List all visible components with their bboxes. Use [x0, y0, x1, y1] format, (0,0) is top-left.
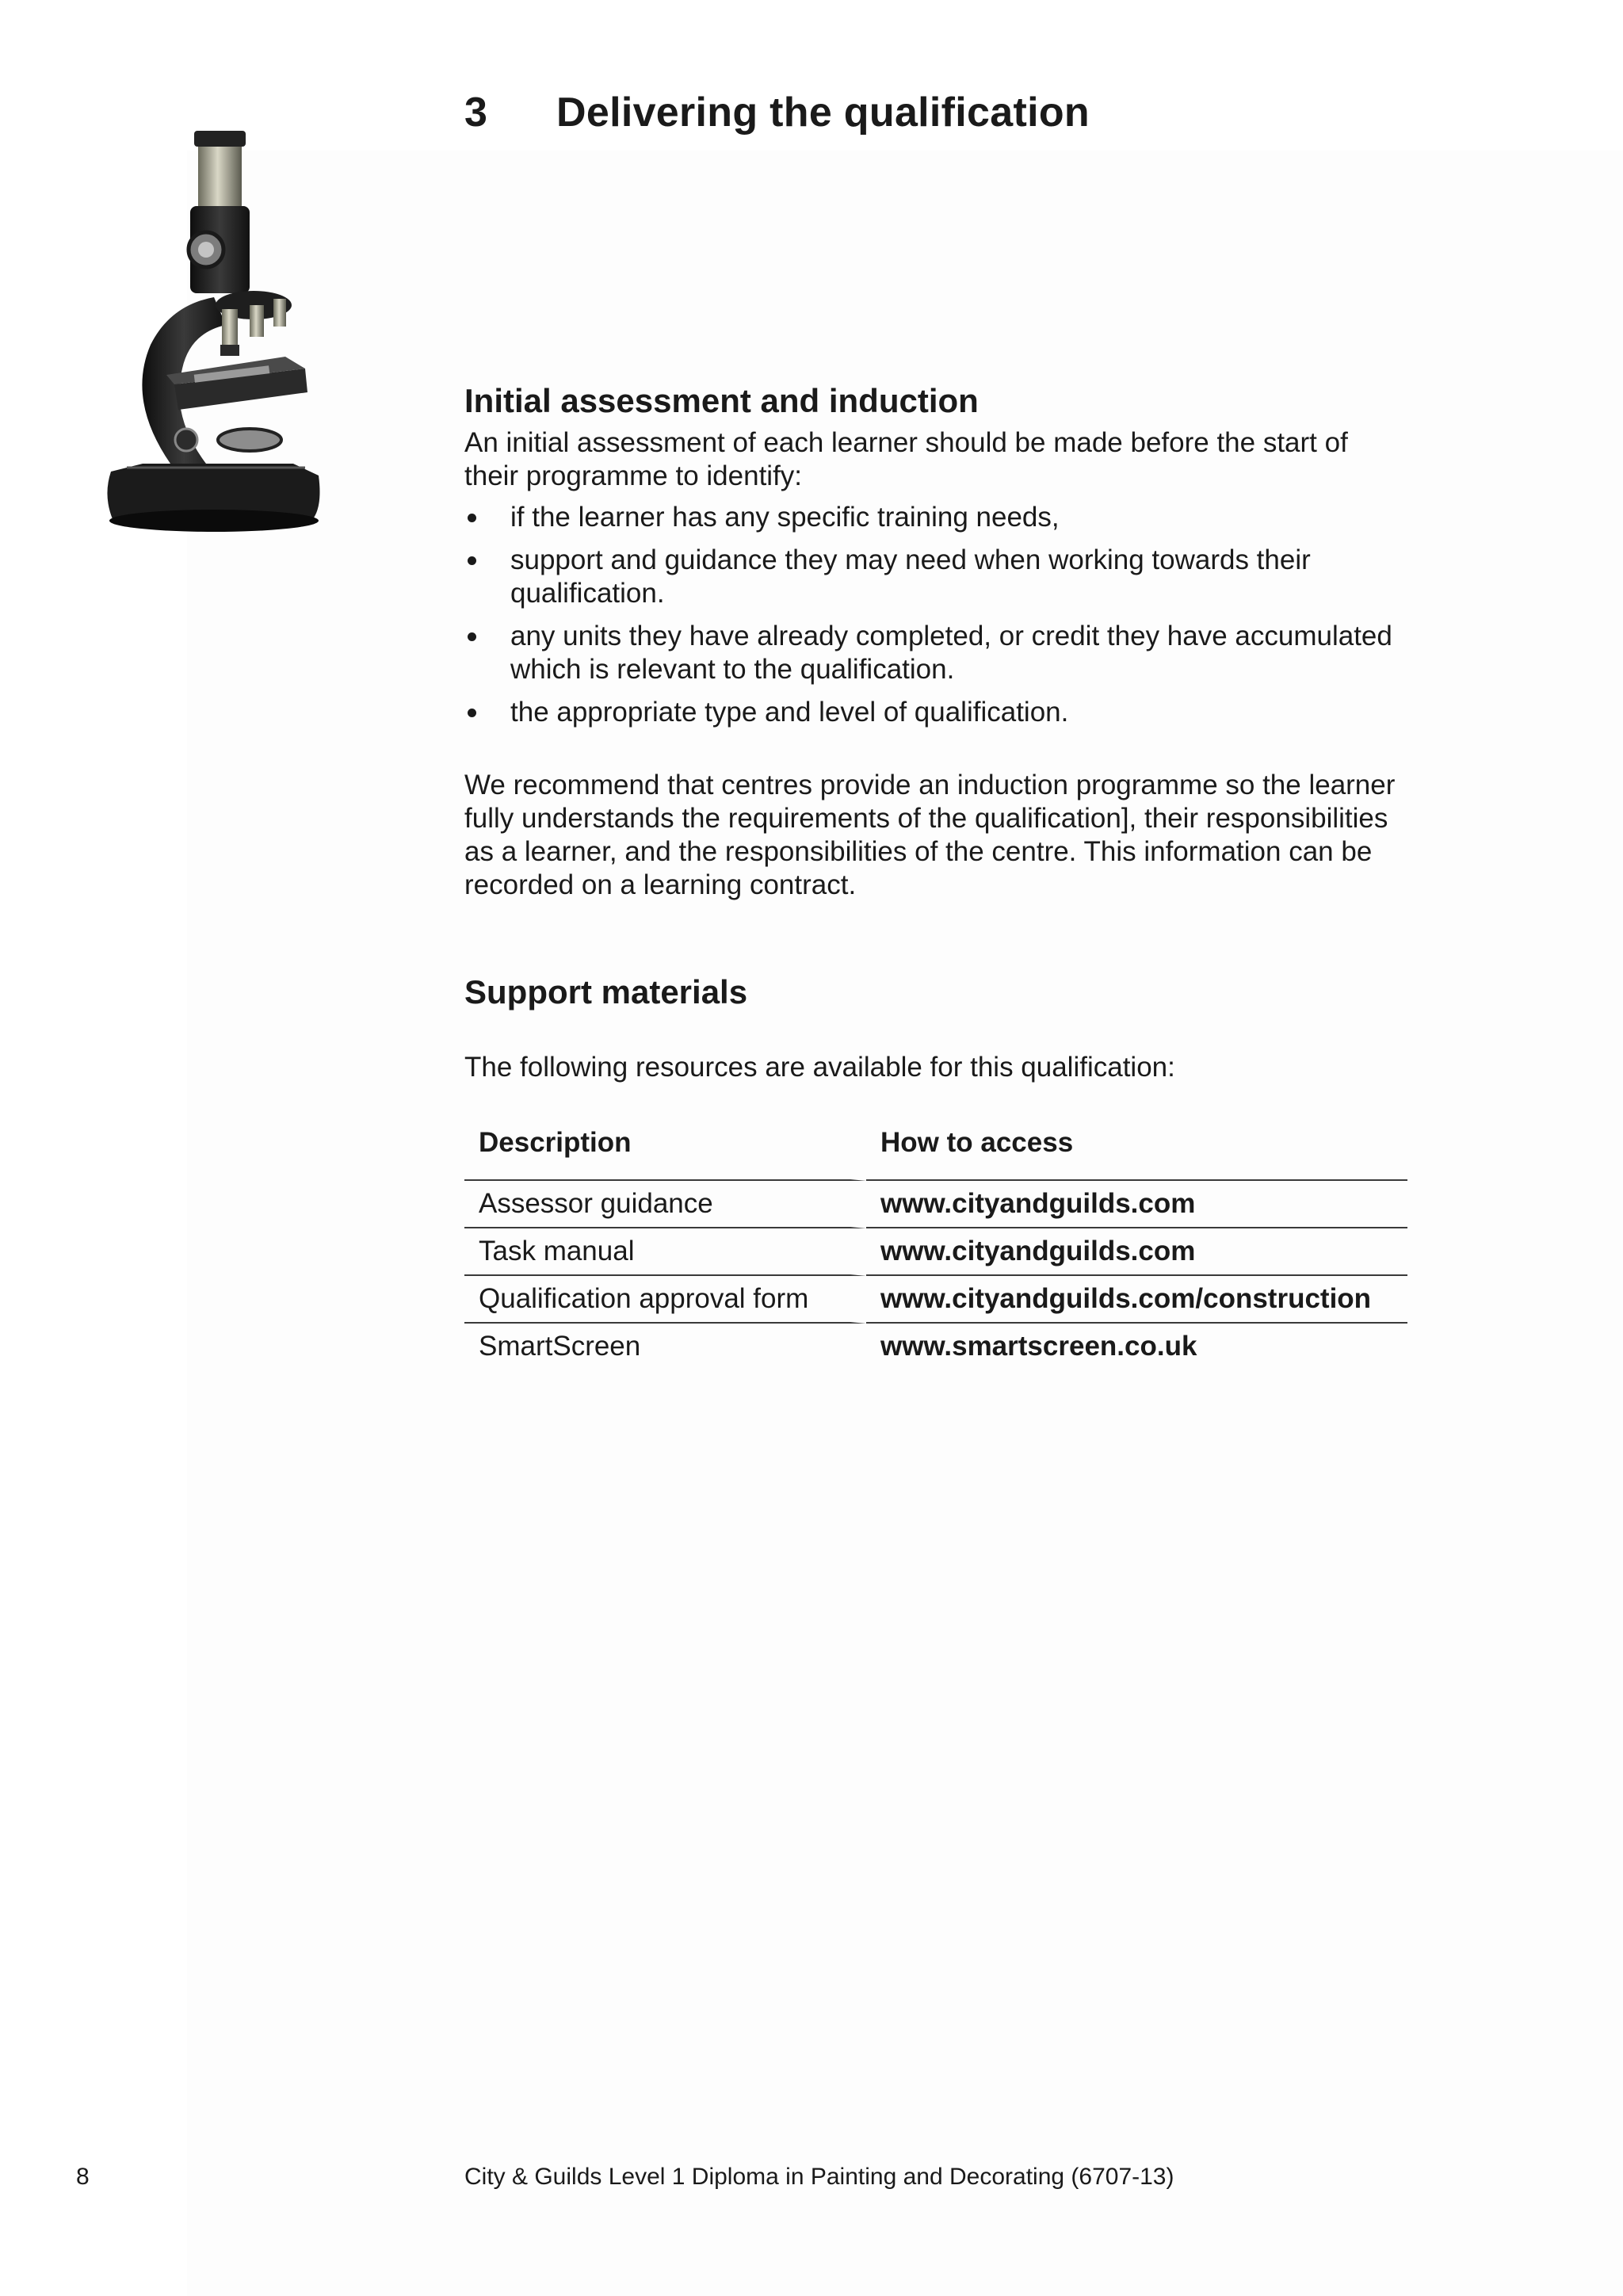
column-header-description: Description [464, 1125, 866, 1181]
list-item: support and guidance they may need when working towards their qualification. [464, 544, 1407, 610]
resource-description: Task manual [464, 1228, 866, 1276]
page-number: 8 [76, 2164, 90, 2190]
list-item: any units they have already completed, or credit they have accumulated which is relevant to the qualification. [464, 620, 1407, 686]
table-row [464, 1228, 1407, 1276]
initial-assessment-intro: An initial assessment of each learner should be made before the start of their programme to identify: [464, 427, 1348, 491]
table-header-row [464, 1125, 1407, 1181]
resource-link[interactable]: www.cityandguilds.com [866, 1228, 1407, 1276]
resource-description: SmartScreen [464, 1324, 866, 1370]
assessment-bullet-list [464, 501, 1407, 729]
resource-description: Qualification approval form [464, 1276, 866, 1324]
microscope-icon [95, 115, 333, 543]
column-header-how-to-access: How to access [866, 1125, 1407, 1181]
chapter-number: 3 [464, 90, 488, 136]
section-heading-support-materials: Support materials [464, 973, 748, 1010]
resource-link[interactable]: www.cityandguilds.com [866, 1181, 1407, 1228]
list-item: the appropriate type and level of qualification. [464, 696, 1407, 729]
resource-description: Assessor guidance [464, 1181, 866, 1228]
resources-table [464, 1125, 1407, 1370]
chapter-title [464, 89, 1090, 136]
resource-link[interactable]: www.smartscreen.co.uk [880, 1331, 1197, 1362]
table-row [464, 1324, 1407, 1370]
table-row [464, 1276, 1407, 1324]
induction-recommendation: We recommend that centres provide an induction programme so the learner fully understands the requirements of the qualification], their responsibilities as a learner, and the responsibilities of the centre. This information can be recorded on a learning contract. [464, 770, 1396, 900]
list-item: if the learner has any specific training needs, [464, 501, 1407, 534]
table-row [464, 1181, 1407, 1228]
resources-intro: The following resources are available for this qualification: [464, 1052, 1175, 1083]
section-heading-initial-assessment: Initial assessment and induction [464, 382, 979, 419]
main-content [464, 379, 1407, 1370]
chapter-title-text: Delivering the qualification [556, 90, 1090, 136]
resource-link[interactable]: www.cityandguilds.com/construction [866, 1276, 1407, 1324]
footer-text: City & Guilds Level 1 Diploma in Painting and Decorating (6707-13) [464, 2164, 1174, 2190]
